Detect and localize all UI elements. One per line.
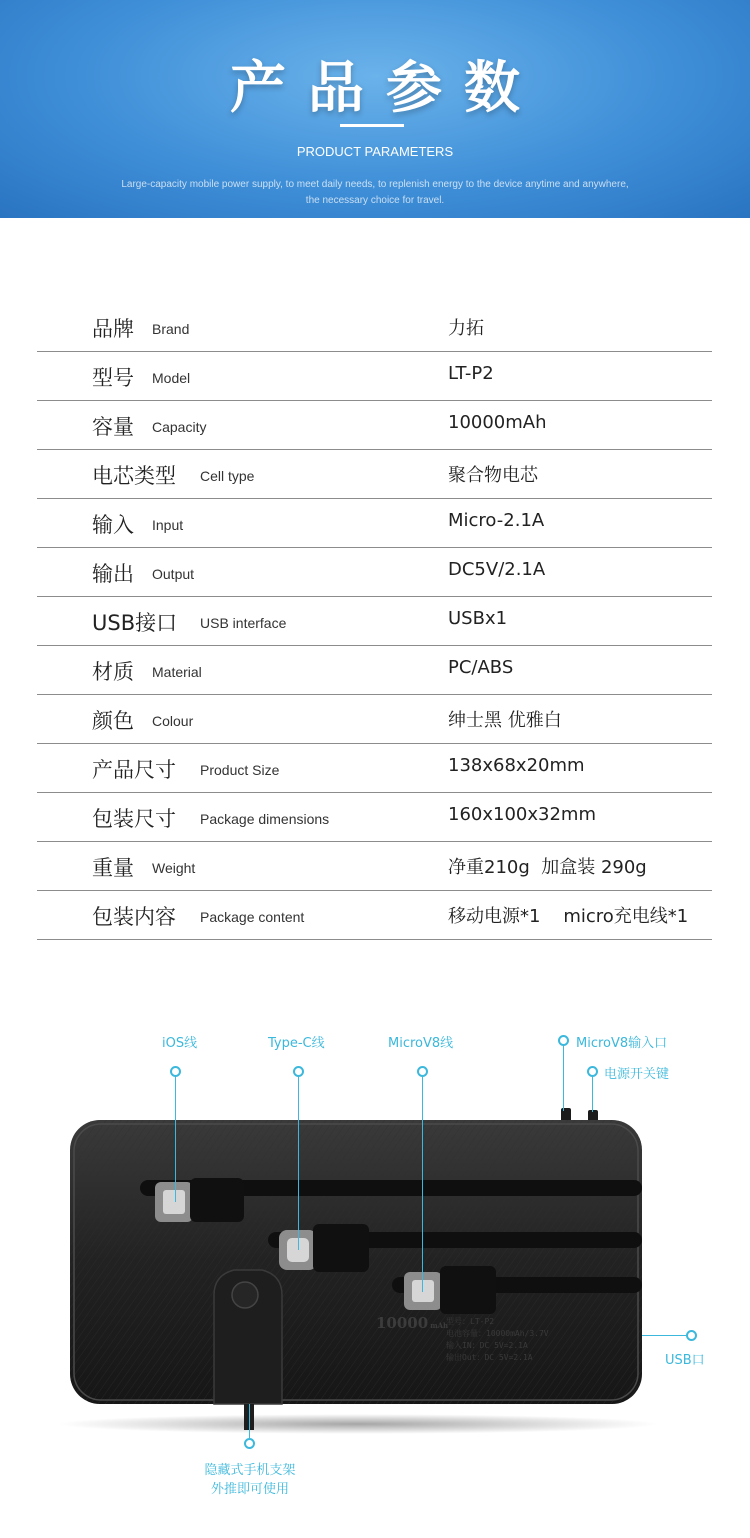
param-row-weight	[37, 842, 712, 891]
param-en-label: Capacity	[152, 419, 207, 435]
param-row-capacity	[37, 401, 712, 450]
param-value: 移动电源*1 micro充电线*1	[448, 906, 689, 927]
callout-power-switch-line	[592, 1076, 593, 1112]
callout-ios-label: iOS线	[162, 1036, 198, 1051]
callout-microv8-label: MicroV8线	[388, 1036, 454, 1051]
param-row-input	[37, 499, 712, 548]
param-en-label: Output	[152, 566, 195, 582]
param-row-package-dimensions	[37, 793, 712, 842]
param-row-product-size	[37, 744, 712, 793]
product-diagram	[0, 1010, 750, 1538]
callout-typec-line	[298, 1076, 299, 1250]
param-value: 聚合物电芯	[448, 465, 538, 486]
callout-microv8-line	[422, 1076, 423, 1292]
device-capacity-value: 10000	[376, 1314, 429, 1332]
param-row-usb-interface	[37, 597, 712, 646]
param-cn-label: 包装内容	[92, 905, 176, 929]
param-en-label: Package dimensions	[200, 811, 330, 827]
microv8-plug-head	[440, 1266, 496, 1314]
param-cn-label: 颜色	[92, 709, 134, 733]
param-cn-label: 电芯类型	[92, 464, 176, 488]
device-spec-model: 型号：LT-P2	[446, 1317, 495, 1326]
param-row-material	[37, 646, 712, 695]
param-value: Micro-2.1A	[448, 510, 545, 531]
device-capacity-unit: mAh	[430, 1321, 449, 1330]
param-cn-label: 重量	[92, 856, 134, 880]
callout-stand-dot	[244, 1438, 255, 1449]
param-en-label: Weight	[152, 860, 196, 876]
device-shadow	[58, 1414, 658, 1434]
param-row-output	[37, 548, 712, 597]
device-spec-capacity: 电池容量：10000mAh/3.7V	[446, 1329, 549, 1338]
banner-description-line-1: Large-capacity mobile power supply, to meet daily needs, to replenish energy to the device anytime and anywhere,	[121, 179, 629, 190]
param-cn-label: 包装尺寸	[92, 807, 176, 831]
param-en-label: Model	[152, 370, 191, 386]
param-row-brand	[37, 303, 712, 352]
param-value: PC/ABS	[448, 657, 514, 678]
banner-description-line-2: the necessary choice for travel.	[305, 195, 445, 206]
param-en-label: Colour	[152, 713, 194, 729]
param-value: 160x100x32mm	[448, 804, 596, 825]
typec-plug-head	[313, 1224, 369, 1272]
callout-usb-line	[642, 1335, 686, 1336]
device-spec-output: 输出Out：DC 5V=2.1A	[446, 1353, 533, 1362]
callout-stand-line-2: 外推即可使用	[210, 1482, 289, 1497]
callout-power-switch-label: 电源开关键	[604, 1067, 670, 1082]
callout-ios-line	[175, 1076, 176, 1202]
param-en-label: Input	[152, 517, 184, 533]
param-en-label: Product Size	[200, 762, 280, 778]
title-divider	[340, 124, 404, 127]
param-value: LT-P2	[448, 363, 494, 384]
param-cn-label: 材质	[92, 660, 134, 684]
ios-plug-head	[190, 1178, 244, 1222]
param-en-label: USB interface	[200, 615, 287, 631]
param-cn-label: USB接口	[92, 611, 178, 635]
param-cn-label: 输出	[92, 562, 134, 586]
param-cn-label: 容量	[92, 415, 134, 439]
param-row-package-content	[37, 891, 712, 940]
param-cn-label: 产品尺寸	[92, 758, 176, 782]
param-row-colour	[37, 695, 712, 744]
param-row-cell-type	[37, 450, 712, 499]
param-value: USBx1	[448, 608, 508, 629]
callout-stand-line-1: 隐藏式手机支架	[204, 1463, 296, 1478]
callout-microv8-input-label: MicroV8输入口	[576, 1036, 668, 1051]
param-value: 10000mAh	[448, 412, 547, 433]
param-en-label: Cell type	[200, 468, 255, 484]
device-spec-print	[446, 1316, 549, 1364]
param-value: 净重210g 加盒装 290g	[448, 857, 647, 878]
parameter-table	[37, 303, 712, 940]
power-bank-illustration	[0, 1010, 750, 1538]
callout-stand-line	[249, 1404, 250, 1438]
callout-typec-label: Type-C线	[268, 1036, 325, 1051]
param-en-label: Package content	[200, 909, 305, 925]
page-subtitle: PRODUCT PARAMETERS	[296, 144, 454, 159]
callout-usb-dot	[686, 1330, 697, 1341]
device-spec-input: 输入IN：DC 5V=2.1A	[446, 1341, 528, 1350]
param-en-label: Material	[152, 664, 202, 680]
param-cn-label: 输入	[92, 513, 134, 537]
param-value: 力拓	[448, 318, 484, 339]
param-value: 绅士黑 优雅白	[448, 710, 562, 731]
header-banner	[0, 0, 750, 218]
callout-usb-label: USB口	[665, 1353, 705, 1368]
param-row-model	[37, 352, 712, 401]
page-title: 产品参数	[230, 56, 542, 121]
callout-stand-label	[0, 1461, 500, 1499]
param-en-label: Brand	[152, 321, 190, 337]
param-value: 138x68x20mm	[448, 755, 585, 776]
banner-description	[60, 177, 690, 209]
param-cn-label: 品牌	[92, 317, 134, 341]
param-cn-label: 型号	[92, 366, 134, 390]
device-capacity-print	[376, 1314, 448, 1332]
callout-microv8-input-line	[563, 1045, 564, 1111]
param-value: DC5V/2.1A	[448, 559, 546, 580]
